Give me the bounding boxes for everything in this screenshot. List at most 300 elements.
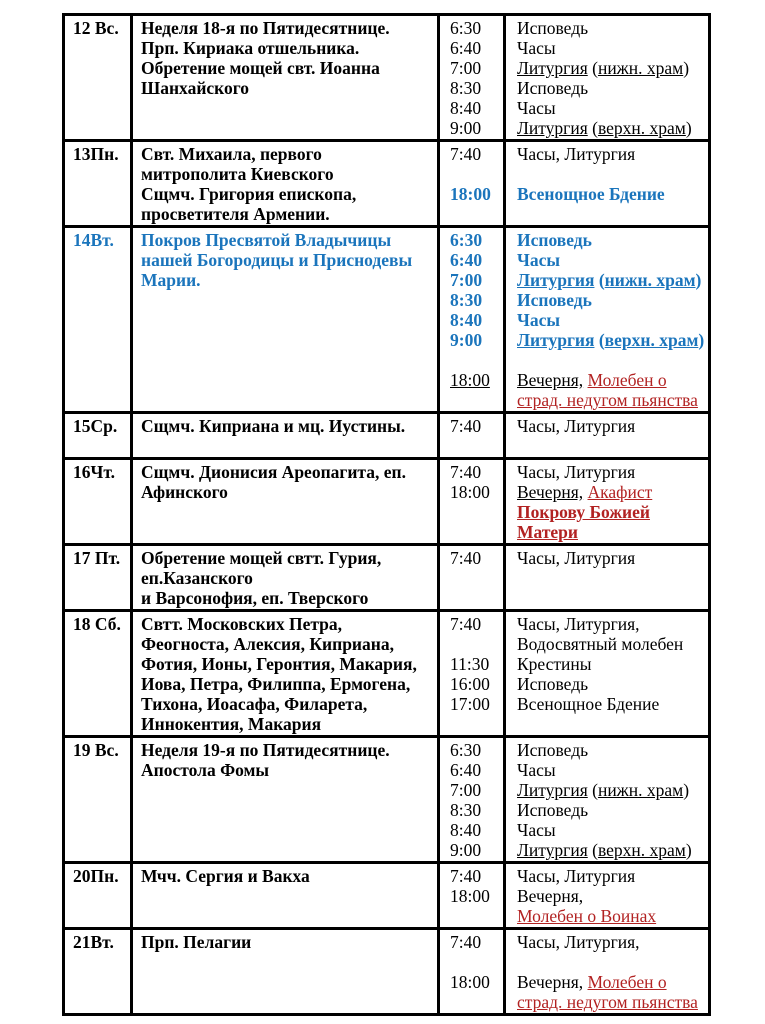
time-line [450,760,499,780]
text-segment: 8:30 [450,800,482,820]
time-cell [439,141,505,227]
service-line [517,522,704,542]
text-segment: ( [587,840,598,860]
date-cell [64,863,132,929]
text-segment: 7:40 [450,416,482,436]
service-line [517,654,704,674]
text-segment: Литургия [517,840,588,860]
text-segment: ) [698,330,705,350]
text-segment: Шанхайского [141,78,250,98]
text-segment: просветителя Армении. [141,204,330,224]
time-line [450,370,499,390]
text-segment: Сщмч. Григория епископа, [141,184,357,204]
text-segment: Прп. Пелагии [141,932,252,952]
description-line [141,674,433,694]
text-segment: Тихона, Иоасафа, Филарета, [141,694,368,714]
text-segment: 18:00 [450,184,491,204]
text-segment: 13Пн. [73,144,119,164]
service-line [517,58,704,78]
service-line [517,760,704,780]
description-line [141,184,433,204]
text-segment: 7:40 [450,932,482,952]
text-segment: 18:00 [450,886,490,906]
time-line [450,98,499,118]
service-line [517,482,704,502]
text-segment: 18 Сб. [73,614,121,634]
text-segment: страд. недугом пьянства [517,992,698,1012]
service-line [517,416,704,436]
time-line [450,350,499,370]
text-segment: Мчч. Сергия и Вакха [141,866,310,886]
text-segment: Исповедь [517,800,589,820]
time-cell [439,737,505,863]
description-line [141,58,433,78]
text-segment: 17:00 [450,694,490,714]
text-segment: 7:40 [450,144,482,164]
text-segment: Водосвятный молебен [517,634,684,654]
service-line [517,780,704,800]
text-segment: Сщмч. Киприана и мц. Иустины. [141,416,406,436]
time-line [450,522,499,542]
date-cell [64,141,132,227]
service-line [517,18,704,38]
time-line [450,906,499,926]
time-line [450,972,499,992]
text-segment: 7:00 [450,58,482,78]
time-line [450,118,499,138]
date-cell [64,611,132,737]
time-cell [439,459,505,545]
time-line [450,952,499,972]
text-segment: Крестины [517,654,592,674]
text-segment: ( [594,270,605,290]
service-line [517,972,704,992]
description-line [141,230,433,250]
time-line [450,58,499,78]
text-segment: Исповедь [517,674,589,694]
table-row [64,737,710,863]
text-segment: Покров Пресвятой Владычицы [141,230,392,250]
schedule-table [62,13,711,1016]
text-segment: Литургия [517,270,595,290]
text-segment: Часы, Литургия [517,548,636,568]
text-segment: нижн. храм [597,780,684,800]
date-line [73,18,126,38]
text-segment: ) [685,840,692,860]
text-segment: 21Вт. [73,932,114,952]
service-line [517,144,704,164]
service-line [517,330,704,350]
service-line [517,820,704,840]
text-segment: Афинского [141,482,228,502]
service-line [517,350,704,370]
text-segment: 16Чт. [73,462,115,482]
text-segment: 14Вт. [73,230,114,250]
time-cell [439,545,505,611]
text-segment: Исповедь [517,18,589,38]
service-line [517,370,704,390]
text-segment: нашей Богородицы и Приснодевы [141,250,413,270]
description-line [141,568,433,588]
date-cell [64,929,132,1015]
text-segment: Молебен о Воинах [517,906,657,926]
service-line [517,634,704,654]
time-line [450,800,499,820]
text-segment: 18:00 [450,972,490,992]
date-cell [64,413,132,459]
text-segment: 8:30 [450,78,482,98]
service-cell [505,141,710,227]
service-line [517,694,704,714]
time-line [450,330,499,350]
service-line [517,800,704,820]
text-segment: Апостола Фомы [141,760,270,780]
service-line [517,548,704,568]
time-line [450,164,499,184]
text-segment: Часы [517,760,556,780]
text-segment: Вечерня, [517,972,588,992]
text-segment: Вечерня, [517,482,584,502]
description-line [141,462,433,482]
date-cell [64,227,132,413]
service-cell [505,413,710,459]
time-line [450,310,499,330]
date-line [73,866,126,886]
date-line [73,230,126,250]
time-line [450,482,499,502]
time-cell [439,863,505,929]
text-segment: 6:30 [450,18,482,38]
text-segment: Фотия, Ионы, Геронтия, Макария, [141,654,417,674]
description-cell [132,929,439,1015]
table-row [64,611,710,737]
text-segment: Свт. Михаила, первого [141,144,322,164]
text-segment: 17 Пт. [73,548,121,568]
service-cell [505,15,710,141]
text-segment: верхн. храм [604,330,699,350]
text-segment: 7:40 [450,614,482,634]
time-line [450,548,499,568]
service-line [517,390,704,410]
service-line [517,906,704,926]
description-line [141,714,433,734]
text-segment: Часы [517,38,556,58]
description-line [141,614,433,634]
time-line [450,992,499,1012]
description-line [141,18,433,38]
schedule-table-body [64,15,710,1015]
service-line [517,952,704,972]
date-cell [64,545,132,611]
date-cell [64,459,132,545]
date-line [73,144,126,164]
text-segment: Часы, Литургия [517,866,636,886]
text-segment: нижн. храм [604,270,696,290]
text-segment: 9:00 [450,840,482,860]
service-line [517,184,704,204]
description-line [141,270,433,290]
time-line [450,462,499,482]
text-segment: Часы [517,250,561,270]
text-segment: митрополита Киевского [141,164,334,184]
date-line [73,416,126,436]
text-segment: Исповедь [517,78,589,98]
date-line [73,740,126,760]
service-cell [505,545,710,611]
time-line [450,932,499,952]
text-segment: Сщмч. Дионисия Ареопагита, еп. [141,462,406,482]
text-segment: 8:40 [450,310,483,330]
text-segment: 6:30 [450,740,482,760]
service-line [517,502,704,522]
text-segment: ( [594,330,605,350]
description-cell [132,863,439,929]
time-line [450,740,499,760]
text-segment: 6:40 [450,760,482,780]
time-line [450,18,499,38]
date-line [73,614,126,634]
text-segment: ) [683,780,690,800]
text-segment: Часы, Литургия, [517,614,640,634]
description-cell [132,611,439,737]
description-cell [132,15,439,141]
time-cell [439,227,505,413]
text-segment: Вечерня, [517,370,584,390]
text-segment: Исповедь [517,740,589,760]
service-line [517,164,704,184]
service-line [517,614,704,634]
text-segment: 7:40 [450,866,482,886]
text-segment: Неделя 19-я по Пятидесятнице. [141,740,390,760]
text-segment: Часы, Литургия, [517,932,640,952]
text-segment: 9:00 [450,118,482,138]
date-line [73,548,126,568]
text-segment: Часы [517,310,561,330]
text-segment: 7:40 [450,462,482,482]
description-line [141,38,433,58]
text-segment: Иннокентия, Макария [141,714,322,734]
text-segment: ( [587,118,598,138]
service-line [517,886,704,906]
text-segment: верхн. храм [597,118,686,138]
time-line [450,694,499,714]
description-line [141,250,433,270]
table-row [64,459,710,545]
table-row [64,15,710,141]
time-line [450,416,499,436]
time-line [450,38,499,58]
service-cell [505,459,710,545]
table-row [64,545,710,611]
time-cell [439,611,505,737]
time-line [450,250,499,270]
description-cell [132,413,439,459]
text-segment: 7:00 [450,270,483,290]
time-line [450,780,499,800]
text-segment: и Варсонофия, еп. Тверского [141,588,369,608]
text-segment: 12 Вс. [73,18,119,38]
description-cell [132,737,439,863]
service-line [517,992,704,1012]
text-segment: еп.Казанского [141,568,253,588]
description-cell [132,459,439,545]
text-segment: 19 Вс. [73,740,119,760]
service-cell [505,929,710,1015]
service-line [517,38,704,58]
text-segment: Литургия [517,330,595,350]
table-row [64,141,710,227]
text-segment: 6:30 [450,230,483,250]
text-segment: 8:30 [450,290,483,310]
time-line [450,820,499,840]
text-segment: Акафист [587,482,653,502]
text-segment: Обретение мощей свтт. Гурия, [141,548,382,568]
description-line [141,144,433,164]
text-segment: ( [587,780,598,800]
service-line [517,932,704,952]
service-cell [505,863,710,929]
time-line [450,184,499,204]
description-line [141,654,433,674]
description-line [141,760,433,780]
service-cell [505,737,710,863]
time-line [450,654,499,674]
text-segment: нижн. храм [597,58,684,78]
text-segment: ( [587,58,598,78]
table-row [64,413,710,459]
service-line [517,310,704,330]
service-line [517,866,704,886]
text-segment: ) [685,118,692,138]
text-segment: Молебен о [587,972,667,992]
text-segment: ) [683,58,690,78]
text-segment: Марии. [141,270,201,290]
text-segment: Литургия [517,118,588,138]
description-line [141,548,433,568]
service-cell [505,227,710,413]
description-line [141,164,433,184]
text-segment: Феогноста, Алексия, Киприана, [141,634,394,654]
text-segment: Молебен о [587,370,667,390]
description-line [141,204,433,224]
service-line [517,118,704,138]
table-row [64,929,710,1015]
text-segment: Всенощное Бдение [517,184,665,204]
time-cell [439,929,505,1015]
time-line [450,502,499,522]
time-line [450,436,499,456]
text-segment: 7:40 [450,548,482,568]
text-segment: верхн. храм [597,840,686,860]
time-line [450,230,499,250]
description-line [141,588,433,608]
description-cell [132,545,439,611]
table-row [64,227,710,413]
time-line [450,840,499,860]
text-segment: 15Ср. [73,416,118,436]
description-line [141,694,433,714]
description-line [141,482,433,502]
text-segment: 6:40 [450,38,482,58]
text-segment: 9:00 [450,330,483,350]
text-segment: 6:40 [450,250,483,270]
text-segment: 16:00 [450,674,490,694]
text-segment: 18:00 [450,482,490,502]
service-cell [505,611,710,737]
description-line [141,866,433,886]
text-segment: Исповедь [517,230,592,250]
description-line [141,932,433,952]
time-line [450,674,499,694]
text-segment: Часы, Литургия [517,462,636,482]
text-segment: Часы, Литургия [517,144,636,164]
text-segment: 18:00 [450,370,490,390]
text-segment: ) [695,270,702,290]
text-segment: Свтт. Московских Петра, [141,614,343,634]
date-cell [64,737,132,863]
time-line [450,78,499,98]
text-segment: 7:00 [450,780,482,800]
text-segment: Часы, Литургия [517,416,636,436]
description-line [141,416,433,436]
time-line [450,390,499,410]
text-segment: Обретение мощей свт. Иоанна [141,58,380,78]
description-cell [132,227,439,413]
date-line [73,932,126,952]
text-segment: 8:40 [450,820,482,840]
time-line [450,614,499,634]
time-line [450,634,499,654]
text-segment: 20Пн. [73,866,119,886]
service-line [517,98,704,118]
text-segment: Литургия [517,780,588,800]
text-segment: страд. недугом пьянства [517,390,698,410]
text-segment: Литургия [517,58,588,78]
text-segment: Исповедь [517,290,592,310]
time-line [450,144,499,164]
service-line [517,250,704,270]
text-segment: Вечерня, [517,886,584,906]
time-line [450,290,499,310]
table-row [64,863,710,929]
description-line [141,740,433,760]
text-segment: Неделя 18-я по Пятидесятнице. [141,18,390,38]
text-segment: Матери [517,522,578,542]
text-segment: Прп. Кириака отшельника. [141,38,360,58]
service-line [517,674,704,694]
time-line [450,866,499,886]
text-segment: 8:40 [450,98,482,118]
service-line [517,78,704,98]
time-cell [439,15,505,141]
service-line [517,270,704,290]
service-line [517,290,704,310]
text-segment: Часы [517,98,556,118]
description-line [141,634,433,654]
text-segment: Покрову Божией [517,502,650,522]
description-cell [132,141,439,227]
description-line [141,78,433,98]
service-line [517,436,704,456]
time-line [450,270,499,290]
service-line [517,840,704,860]
text-segment: Всенощное Бдение [517,694,660,714]
time-cell [439,413,505,459]
service-line [517,230,704,250]
service-line [517,462,704,482]
text-segment: Часы [517,820,556,840]
time-line [450,886,499,906]
